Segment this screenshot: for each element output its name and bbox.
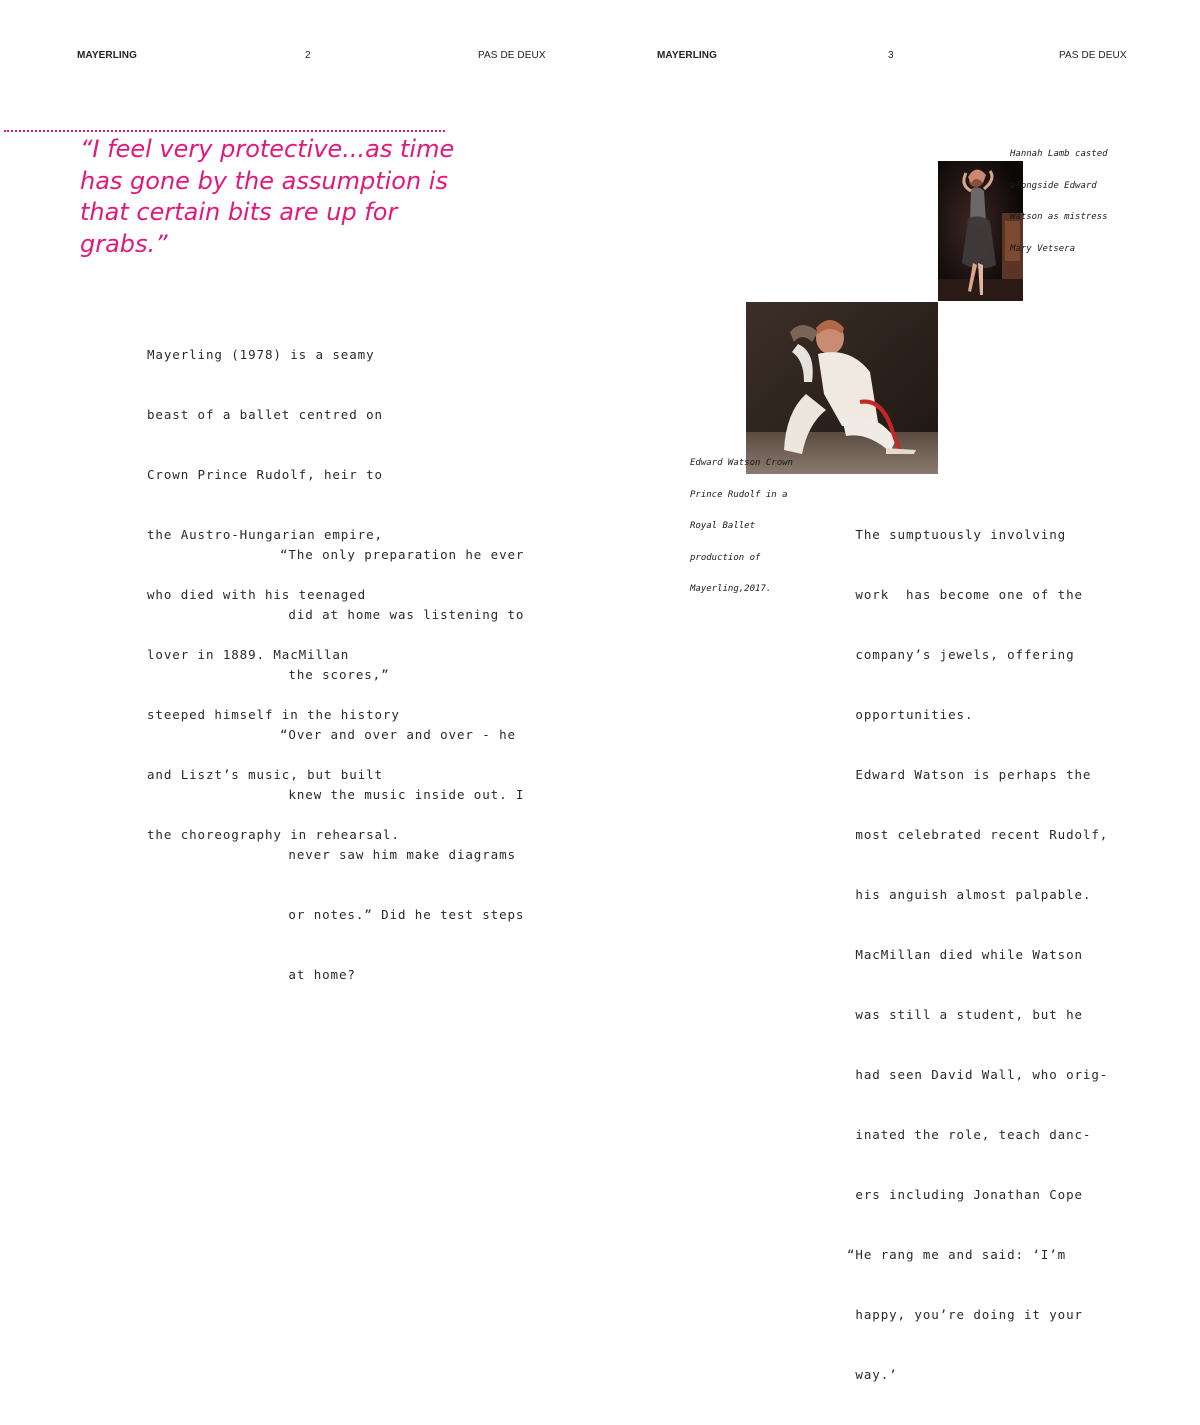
running-title: MAYERLING: [77, 50, 137, 61]
text-line: beast of a ballet centred on: [147, 407, 383, 422]
pull-quote-line: that certain bits are up for: [80, 198, 398, 226]
text-line: had seen David Wall, who orig-: [847, 1067, 1109, 1082]
caption-line: Mayerling,2017.: [690, 584, 772, 594]
text-line: never saw him make diagrams: [280, 847, 516, 862]
pull-quote-line: “I feel very protective...as time: [80, 135, 455, 163]
text-line: inated the role, teach danc-: [847, 1127, 1092, 1142]
text-line: or notes.” Did he test steps: [280, 907, 525, 922]
body-paragraph-quote: [280, 505, 524, 1025]
text-line: Crown Prince Rudolf, heir to: [147, 467, 383, 482]
caption-line: alongside Edward: [1010, 180, 1097, 191]
text-line: the Austro-Hungarian empire,: [147, 527, 383, 542]
caption-line: Hannah Lamb casted: [1010, 149, 1108, 159]
page-number: 3: [888, 50, 894, 61]
pull-quote-line: grabs.”: [80, 229, 168, 258]
text-line: was still a student, but he: [847, 1007, 1083, 1022]
text-line: opportunities.: [847, 707, 974, 722]
photo-caption-bottom: [690, 437, 793, 616]
text-line: who died with his teenaged: [147, 587, 367, 602]
running-title: MAYERLING: [657, 50, 717, 61]
text-line: “The only preparation he ever: [280, 547, 525, 562]
text-line: MacMillan died while Watson: [847, 947, 1083, 962]
text-line: knew the music inside out. I: [280, 787, 525, 802]
section-label: PAS DE DEUX: [1059, 50, 1127, 61]
pull-quote-dotted-rule: [4, 130, 445, 132]
caption-line: Edward Watson Crown: [690, 458, 793, 468]
caption-line: Watson as mistress: [1010, 212, 1108, 222]
text-line: The sumptuously involving: [847, 527, 1067, 542]
body-paragraph-right: [847, 485, 1108, 1425]
page-number: 2: [305, 50, 311, 61]
text-line: work has become one of the: [847, 587, 1083, 602]
text-line: Mayerling (1978) is a seamy: [147, 347, 375, 362]
text-line: Edward Watson is perhaps the: [847, 767, 1092, 782]
photo-caption-top: [1010, 128, 1108, 275]
caption-line: Prince Rudolf in a: [690, 489, 788, 500]
text-line: most celebrated recent Rudolf,: [847, 827, 1109, 842]
text-line: steeped himself in the history: [147, 707, 400, 722]
text-line: and Liszt’s music, but built: [147, 767, 383, 782]
text-line: did at home was listening to: [280, 607, 525, 622]
text-line: company’s jewels, offering: [847, 647, 1075, 662]
text-line: the choreography in rehearsal.: [147, 827, 400, 842]
caption-line: production of: [690, 552, 761, 563]
text-line: ers including Jonathan Cope: [847, 1187, 1083, 1202]
pull-quote-line: has gone by the assumption is: [80, 166, 448, 195]
text-line: the scores,”: [280, 667, 390, 682]
caption-line: Mary Vetsera: [1010, 243, 1076, 254]
text-line: “He rang me and said: ‘I’m: [847, 1247, 1067, 1262]
pull-quote: [80, 134, 460, 260]
text-line: way.’: [847, 1367, 898, 1382]
text-line: at home?: [280, 967, 356, 982]
text-line: his anguish almost palpable.: [847, 887, 1092, 902]
text-line: “Over and over and over - he: [280, 727, 516, 742]
caption-line: Royal Ballet: [690, 521, 756, 531]
text-line: lover in 1889. MacMillan: [147, 647, 350, 662]
section-label: PAS DE DEUX: [478, 50, 546, 61]
text-line: happy, you’re doing it your: [847, 1307, 1083, 1322]
